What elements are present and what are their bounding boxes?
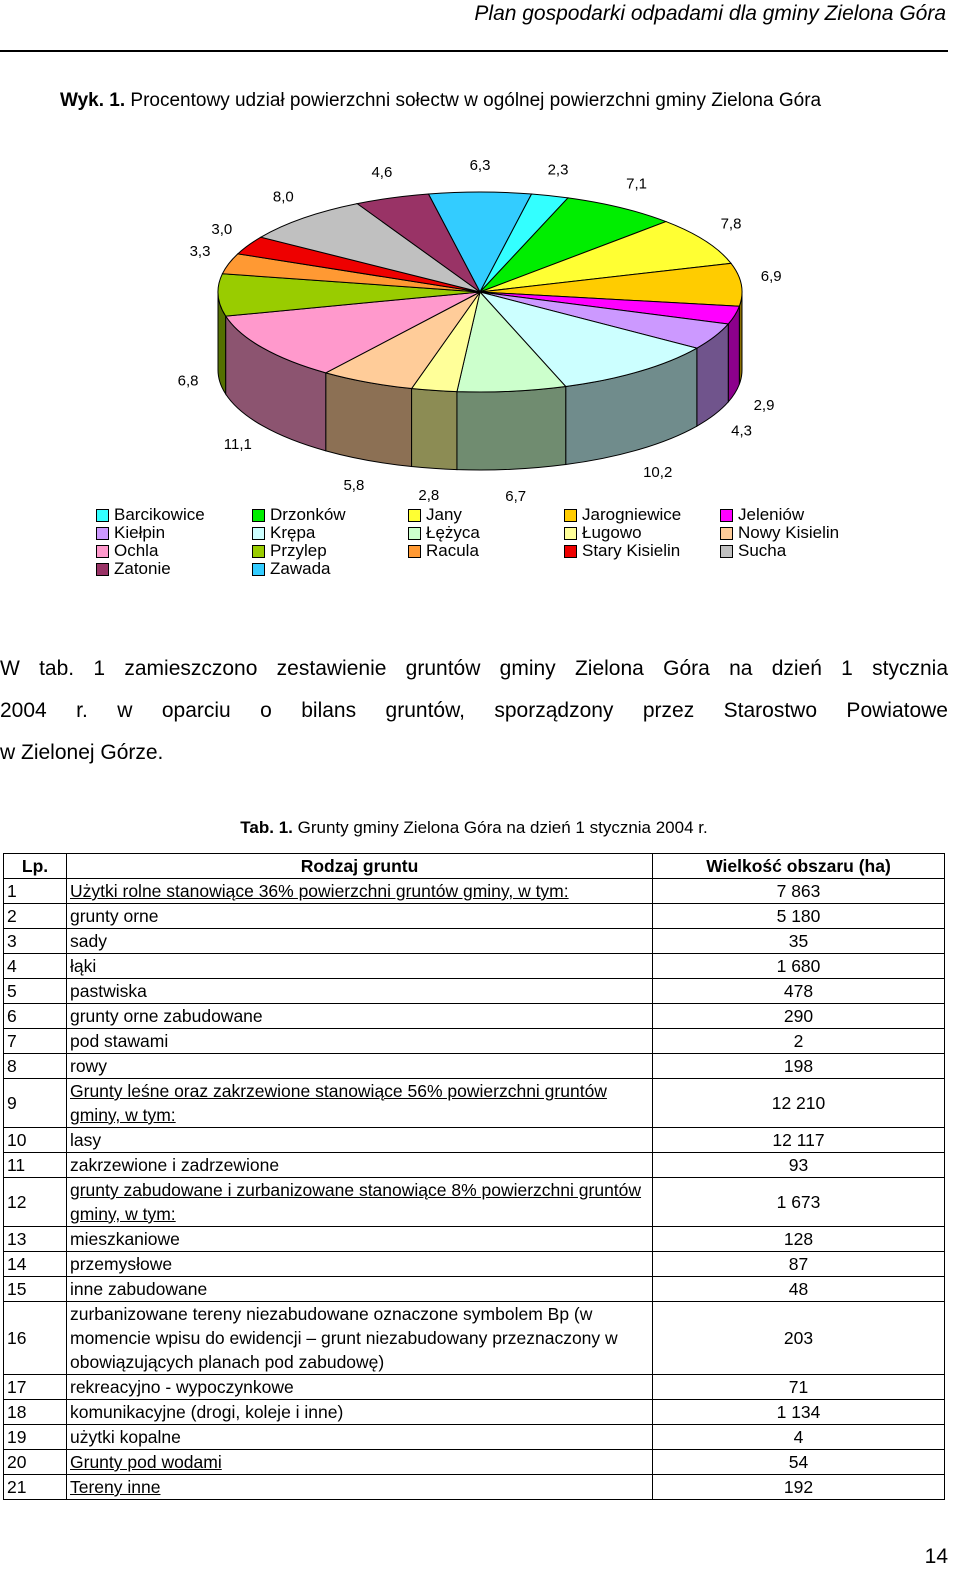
figure-label: Wyk. 1.	[60, 90, 126, 111]
table-row	[4, 1227, 945, 1252]
cell-lp: 14	[4, 1252, 67, 1277]
legend-label: Kiełpin	[114, 523, 166, 542]
legend-swatch	[252, 509, 265, 522]
cell-area: 478	[653, 979, 945, 1004]
legend-swatch	[96, 563, 109, 576]
cell-lp: 11	[4, 1153, 67, 1178]
pie-data-label: 7,1	[626, 175, 648, 193]
table-row	[4, 1153, 945, 1178]
cell-lp: 8	[4, 1054, 67, 1079]
legend-swatch	[564, 545, 577, 558]
header-name: Rodzaj gruntu	[67, 854, 653, 879]
pie-data-label: 11,1	[223, 436, 252, 453]
cell-area: 48	[653, 1277, 945, 1302]
cell-lp: 20	[4, 1450, 67, 1475]
cell-lp: 19	[4, 1425, 67, 1450]
pie-chart	[0, 157, 960, 506]
cell-area: 2	[653, 1029, 945, 1054]
cell-area: 54	[653, 1450, 945, 1475]
legend-label: Krępa	[270, 523, 316, 542]
pie-data-label: 3,3	[189, 242, 211, 260]
land-table	[3, 853, 945, 1500]
cell-lp: 17	[4, 1375, 67, 1400]
legend-label: Jarogniewice	[582, 505, 682, 524]
pie-data-label: 6,7	[505, 488, 527, 506]
table-caption	[0, 818, 948, 838]
table-row	[4, 1450, 945, 1475]
header-lp: Lp.	[4, 854, 67, 879]
pie-data-label: 6,3	[469, 157, 491, 174]
cell-area: 93	[653, 1153, 945, 1178]
pie-data-label: 2,8	[418, 487, 440, 505]
pie-data-label: 6,9	[760, 268, 782, 286]
legend-swatch	[252, 563, 265, 576]
table-row	[4, 1178, 945, 1227]
legend-label: Ochla	[114, 541, 159, 560]
legend-label: Przylep	[270, 541, 327, 560]
legend-swatch	[408, 527, 421, 540]
legend-swatch	[252, 545, 265, 558]
legend-swatch	[720, 527, 733, 540]
table-row	[4, 954, 945, 979]
cell-lp: 7	[4, 1029, 67, 1054]
legend-swatch	[720, 509, 733, 522]
pie-data-label: 3,0	[211, 221, 233, 238]
header-title: Plan gospodarki odpadami dla gminy Zielona Góra	[474, 2, 946, 25]
pie-data-label: 5,8	[343, 477, 365, 495]
legend-swatch	[96, 527, 109, 540]
cell-name: Użytki rolne stanowiące 36% powierzchni gruntów gminy, w tym:	[67, 879, 653, 904]
cell-name: pastwiska	[67, 979, 653, 1004]
cell-area: 128	[653, 1227, 945, 1252]
cell-lp: 4	[4, 954, 67, 979]
cell-area: 290	[653, 1004, 945, 1029]
pie-slice-side	[412, 389, 457, 470]
cell-lp: 21	[4, 1475, 67, 1500]
legend-label: Stary Kisielin	[582, 541, 681, 560]
table-caption-text: Grunty gminy Zielona Góra na dzień 1 stycznia 2004 r.	[297, 818, 708, 837]
legend-label: Racula	[426, 541, 479, 560]
intro-paragraph	[0, 648, 948, 774]
figure-caption-text: Procentowy udział powierzchni sołectw w ogólnej powierzchni gminy Zielona Góra	[130, 90, 822, 111]
table-row	[4, 1128, 945, 1153]
legend-swatch	[252, 527, 265, 540]
cell-name: grunty zabudowane i zurbanizowane stanowiące 8% powierzchni gruntów gminy, w tym:	[67, 1178, 653, 1227]
cell-name: grunty orne	[67, 904, 653, 929]
cell-lp: 3	[4, 929, 67, 954]
table-row	[4, 1400, 945, 1425]
cell-name: komunikacyjne (drogi, koleje i inne)	[67, 1400, 653, 1425]
pie-data-label: 2,3	[547, 161, 569, 179]
page-number: 14	[924, 1545, 948, 1568]
cell-lp: 18	[4, 1400, 67, 1425]
pie-slice-side	[457, 386, 566, 470]
cell-name: pod stawami	[67, 1029, 653, 1054]
legend-label: Zawada	[270, 559, 331, 578]
cell-area: 71	[653, 1375, 945, 1400]
legend-label: Sucha	[738, 541, 787, 560]
table-header-row	[4, 854, 945, 879]
cell-area: 35	[653, 929, 945, 954]
cell-area: 4	[653, 1425, 945, 1450]
cell-lp: 12	[4, 1178, 67, 1227]
legend-swatch	[408, 545, 421, 558]
cell-name: Grunty pod wodami	[67, 1450, 653, 1475]
table-row	[4, 1252, 945, 1277]
table-row	[4, 1079, 945, 1128]
cell-name: rowy	[67, 1054, 653, 1079]
legend-label: Drzonków	[270, 505, 346, 524]
paragraph-line: w Zielonej Górze.	[0, 741, 164, 764]
cell-name: użytki kopalne	[67, 1425, 653, 1450]
legend-label: Barcikowice	[114, 505, 205, 524]
cell-lp: 10	[4, 1128, 67, 1153]
cell-name: zakrzewione i zadrzewione	[67, 1153, 653, 1178]
cell-lp: 13	[4, 1227, 67, 1252]
cell-name: lasy	[67, 1128, 653, 1153]
legend-swatch	[408, 509, 421, 522]
pie-data-label: 2,9	[753, 396, 775, 414]
cell-name: inne zabudowane	[67, 1277, 653, 1302]
cell-lp: 9	[4, 1079, 67, 1128]
legend-swatch	[720, 545, 733, 558]
pie-data-label: 8,0	[272, 188, 294, 206]
pie-data-label: 6,8	[177, 372, 199, 390]
cell-name: Tereny inne	[67, 1475, 653, 1500]
table-row	[4, 1054, 945, 1079]
cell-area: 5 180	[653, 904, 945, 929]
header-area: Wielkość obszaru (ha)	[653, 854, 945, 879]
legend-label: Jany	[426, 505, 462, 524]
table-row	[4, 1302, 945, 1375]
cell-area: 1 680	[653, 954, 945, 979]
cell-area: 7 863	[653, 879, 945, 904]
cell-name: rekreacyjno - wypoczynkowe	[67, 1375, 653, 1400]
table-row	[4, 1475, 945, 1500]
table-row	[4, 929, 945, 954]
table-row	[4, 1277, 945, 1302]
cell-name: przemysłowe	[67, 1252, 653, 1277]
pie-data-label: 10,2	[643, 464, 673, 482]
table-row	[4, 904, 945, 929]
table-row	[4, 1425, 945, 1450]
cell-name: Grunty leśne oraz zakrzewione stanowiące 56% powierzchni gruntów gminy, w tym:	[67, 1079, 653, 1128]
cell-lp: 2	[4, 904, 67, 929]
cell-name: łąki	[67, 954, 653, 979]
cell-lp: 15	[4, 1277, 67, 1302]
pie-data-label: 4,3	[731, 422, 753, 440]
legend-label: Nowy Kisielin	[738, 523, 840, 542]
legend-swatch	[564, 527, 577, 540]
table-row	[4, 979, 945, 1004]
cell-area: 1 673	[653, 1178, 945, 1227]
cell-lp: 5	[4, 979, 67, 1004]
table-row	[4, 1375, 945, 1400]
cell-area: 1 134	[653, 1400, 945, 1425]
cell-name: mieszkaniowe	[67, 1227, 653, 1252]
cell-area: 198	[653, 1054, 945, 1079]
cell-area: 203	[653, 1302, 945, 1375]
cell-area: 87	[653, 1252, 945, 1277]
table-row	[4, 879, 945, 904]
cell-area: 12 117	[653, 1128, 945, 1153]
cell-area: 12 210	[653, 1079, 945, 1128]
legend-label: Jeleniów	[738, 505, 805, 524]
pie-data-label: 7,8	[720, 215, 742, 233]
paragraph-line: W tab. 1 zamieszczono zestawienie gruntów gminy Zielona Góra na dzień 1 stycznia	[0, 657, 948, 680]
cell-name: zurbanizowane tereny niezabudowane oznaczone symbolem Bp (w momencie wpisu do ewidencji – grunt niezabudowany przeznaczony w obowiązujących planach pod zabudowę)	[67, 1302, 653, 1375]
cell-name: sady	[67, 929, 653, 954]
legend-swatch	[96, 545, 109, 558]
paragraph-line: 2004 r. w oparciu o bilans gruntów, sporządzony przez Starostwo Powiatowe	[0, 699, 948, 722]
legend-label: Zatonie	[114, 559, 171, 578]
legend-swatch	[564, 509, 577, 522]
cell-lp: 1	[4, 879, 67, 904]
figure-caption	[60, 90, 821, 112]
pie-data-label: 4,6	[371, 164, 393, 181]
cell-lp: 16	[4, 1302, 67, 1375]
legend-label: Łężyca	[426, 523, 480, 542]
table-row	[4, 1029, 945, 1054]
cell-name: grunty orne zabudowane	[67, 1004, 653, 1029]
cell-area: 192	[653, 1475, 945, 1500]
legend-label: Ługowo	[582, 523, 642, 542]
table-label: Tab. 1.	[240, 818, 293, 837]
table-row	[4, 1004, 945, 1029]
legend-swatch	[96, 509, 109, 522]
cell-lp: 6	[4, 1004, 67, 1029]
page-header	[0, 0, 948, 52]
